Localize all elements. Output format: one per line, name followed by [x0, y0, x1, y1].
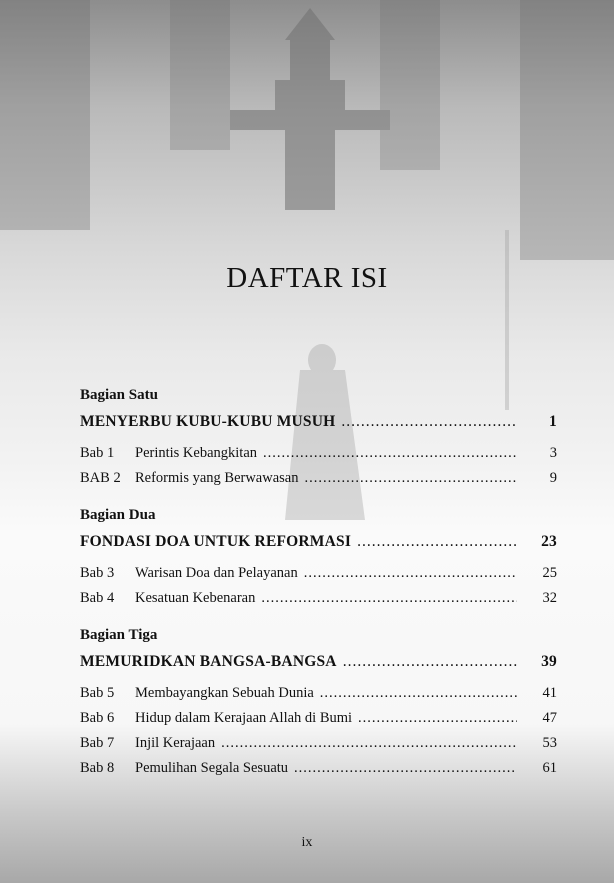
chapter-entry[interactable] [80, 706, 557, 731]
page-ref: 25 [542, 565, 557, 581]
toc-part [80, 505, 557, 611]
page-ref: 23 [541, 533, 557, 550]
page-ref: 61 [542, 760, 557, 776]
chapter-entry[interactable] [80, 756, 557, 781]
table-of-contents [80, 385, 557, 781]
dot-leader [261, 586, 517, 611]
page-ref: 39 [541, 653, 557, 670]
chapter-number: Bab 8 [80, 760, 115, 776]
chapter-title: Perintis Kebangkitan [135, 445, 258, 461]
dot-leader [343, 649, 517, 675]
chapter-title: Reformis yang Berwawasan [135, 470, 299, 486]
part-label: Bagian Tiga [80, 627, 158, 643]
chapter-entry[interactable] [80, 441, 557, 466]
page-ref: 1 [549, 413, 557, 430]
chapter-number: BAB 2 [80, 470, 121, 486]
section-title: FONDASI DOA UNTUK REFORMASI [80, 533, 352, 550]
chapter-entry[interactable] [80, 586, 557, 611]
chapter-entry[interactable] [80, 681, 557, 706]
dot-leader [358, 706, 517, 731]
chapter-number: Bab 6 [80, 710, 115, 726]
part-label: Bagian Dua [80, 507, 156, 523]
section-entry[interactable] [80, 529, 557, 555]
dot-leader [221, 731, 517, 756]
dot-leader [304, 466, 517, 491]
page-ref: 47 [542, 710, 557, 726]
chapter-number: Bab 3 [80, 565, 115, 581]
page-ref: 53 [542, 735, 557, 751]
section-entry[interactable] [80, 649, 557, 675]
chapter-title: Membayangkan Sebuah Dunia [135, 685, 314, 701]
section-title: MENYERBU KUBU-KUBU MUSUH [80, 413, 336, 430]
chapter-title: Hidup dalam Kerajaan Allah di Bumi [135, 710, 353, 726]
page-ref: 3 [549, 445, 557, 461]
part-label: Bagian Satu [80, 387, 158, 403]
page-ref: 9 [549, 470, 557, 486]
dot-leader [304, 561, 517, 586]
chapter-number: Bab 1 [80, 445, 115, 461]
chapter-entry[interactable] [80, 466, 557, 491]
page-ref: 32 [542, 590, 557, 606]
page-title: DAFTAR ISI [226, 262, 388, 294]
chapter-number: Bab 7 [80, 735, 115, 751]
chapter-entry[interactable] [80, 731, 557, 756]
chapter-number: Bab 4 [80, 590, 115, 606]
chapter-entry[interactable] [80, 561, 557, 586]
toc-part [80, 625, 557, 781]
dot-leader [357, 529, 517, 555]
chapter-title: Warisan Doa dan Pelayanan [135, 565, 298, 581]
section-entry[interactable] [80, 409, 557, 435]
page-number: ix [301, 835, 313, 850]
chapter-title: Kesatuan Kebenaran [135, 590, 256, 606]
section-title: MEMURIDKAN BANGSA-BANGSA [80, 653, 337, 670]
page-ref: 41 [542, 685, 557, 701]
dot-leader [263, 441, 517, 466]
toc-part [80, 385, 557, 491]
chapter-title: Injil Kerajaan [135, 735, 216, 751]
dot-leader [294, 756, 517, 781]
chapter-number: Bab 5 [80, 685, 115, 701]
dot-leader [341, 409, 517, 435]
chapter-title: Pemulihan Segala Sesuatu [135, 760, 289, 776]
dot-leader [320, 681, 517, 706]
